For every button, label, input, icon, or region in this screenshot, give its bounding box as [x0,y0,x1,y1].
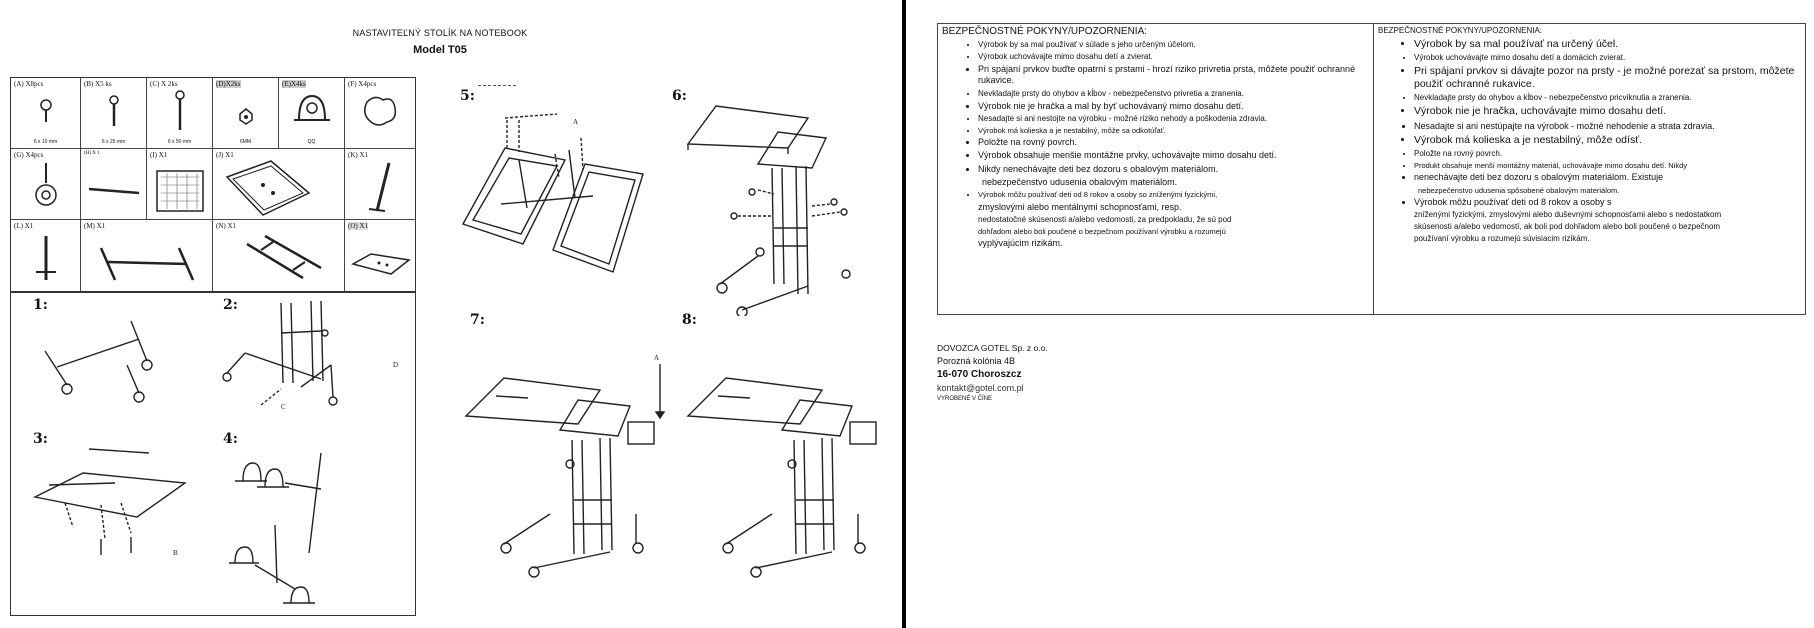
part-o [345,220,415,291]
part-b [81,78,147,149]
step-7-number: 7: [470,312,485,328]
importer-email[interactable]: kontakt@gotel.com.pl [937,383,1024,393]
part-i [147,149,213,220]
list-item: • Položte na rovný povrch. [978,137,1373,148]
page-divider [902,0,906,628]
list-item: • Výrobok nie je hračka a mal by byť uchovávaný mimo dosahu detí. [978,101,1373,112]
list-item: • Nevkladajte prsty do ohybov a kĺbov - nebezpečenstvo privretia a zranenia. [978,89,1373,99]
importer-name: DOVOZCA GOTEL Sp. z o.o. [937,343,1048,353]
list-item: • Výrobok má kolieska a je nestabilný, môže sa odkotúľať. [978,126,1373,135]
part-label: (C) X 2ks [150,80,178,88]
basket-icon [147,149,213,219]
long-bolt-icon [147,78,213,138]
list-item: • nenechávajte deti bez dozoru s obalovým materiálom. Existuje [1414,172,1805,183]
callout-b: B [173,549,178,557]
safety-heading: BEZPEČNOSTNÉ POKYNY/UPOZORNENIA: [942,26,1148,37]
callout-a: A [654,354,660,362]
bolt-icon [81,78,147,138]
leg-icon [345,149,415,219]
cap-icon [345,78,415,138]
step-5-number: 5: [460,88,475,104]
list-continuation: nebezpečenstvo udusenia spôsobené obalovým materiálom. [1418,185,1620,195]
importer-info [937,343,1048,405]
safety-column-2 [1374,24,1805,314]
list-item: • Pri spájaní prvkov si dávajte pozor na prsty - je možné porezať sa prstom, môžete použiť ochranné rukavice. [1414,65,1805,91]
list-continuation: vyplývajúcim rizikám. [978,238,1063,249]
list-continuation: zmyslovými alebo mentálnymi schopnosťami, resp. [978,201,1182,212]
post-icon [11,220,81,290]
importer-city: 16-070 Choroszcz [937,369,1022,380]
step-1-number: 1: [33,297,48,313]
list-continuation: nebezpečenstvo udusenia obalovým materiálom. [982,176,1178,187]
list-item: • Nesadajte si ani nestúpajte na výrobok - možné nehodenie a strata zdravia. [1414,121,1805,132]
step-1-diagram [31,303,211,413]
small-top-icon [345,220,415,290]
part-j [213,149,345,220]
column-frame-icon [213,220,345,290]
step-4-number: 4: [223,431,238,447]
nut-icon [213,78,279,138]
clamp-icon [279,78,345,138]
part-size: 6MM [239,139,252,145]
part-m [81,220,213,291]
list-item: • Výrobok môžu používať deti od 8 rokov a osoby so zníženými fyzickými, [978,190,1373,199]
part-h [81,149,147,220]
list-item: • Výrobok uchovávajte mimo dosahu detí a domácich zvierat. [1414,53,1805,63]
screw-icon [11,78,81,138]
tray-icon [213,149,345,219]
safety-list [1374,197,1805,208]
document-title: NASTAVITEĽNÝ STOLÍK NA NOTEBOOK [352,28,528,38]
list-item: • Položte na rovný povrch. [1414,149,1805,159]
part-label: (G) X4pcs [14,151,44,159]
list-item: • Výrobok obsahuje menšie montážne prvky, uchovávajte mimo dosahu detí. [978,150,1373,161]
step-7-diagram [460,354,680,584]
step-2-number: 2: [223,297,238,313]
list-item: • Výrobok by sa mal používať v súlade s jeho určeným účelom. [978,40,1373,50]
safety-column-1 [938,24,1374,314]
step-3-number: 3: [33,431,48,447]
dashed-divider [478,85,516,86]
bar-icon [81,149,147,219]
part-l [11,220,81,291]
part-label: (D)X2ks [216,80,241,88]
part-g [11,149,81,220]
callout-c: C [281,403,286,411]
list-continuation: zníženými fyzickými, zmyslovými alebo duševnými schopnosťami alebo s nedostatkom [1414,210,1722,220]
step-2-diagram [221,293,411,423]
step-4-diagram [225,433,405,613]
list-item: • Nevkladajte prsty do ohybov a kĺbov - nebezpečenstvo pricviknutia a zranenia. [1414,93,1805,103]
step-5-diagram [455,100,645,280]
caster-wheel-icon [11,149,81,219]
part-size: QQ [307,139,316,145]
list-item: • Nesadajte si ani nestojte na výrobku - možné riziko nehody a poškodenia zdravia. [978,114,1373,124]
part-label: (K) X1 [348,151,369,159]
list-item: • Výrobok by sa mal používať na určený účel. [1414,38,1805,51]
part-label: (E)X4ks [282,80,306,88]
model-name: Model T05 [413,44,467,56]
list-continuation: dohľadom alebo boli poučené o bezpečnom používaní výrobku a rozumejú [978,226,1226,236]
part-e [279,78,345,149]
left-page [0,0,902,628]
safety-list [938,190,1373,199]
list-item: • Výrobok môžu používať deti od 8 rokov a osoby s [1414,197,1805,208]
part-label: (J) X1 [216,151,234,159]
part-label: (A) X8pcs [14,80,44,88]
list-item: • Produkt obsahuje menší montážny materiál, uchovávajte mimo dosahu detí. Nikdy [1414,161,1805,170]
importer-street: Porozná kolónia 4B [937,356,1016,366]
part-n [213,220,345,291]
part-size: 6 x 25 mm [101,139,126,145]
list-item: • Výrobok má kolieska a je nestabilný, môže odísť. [1414,134,1805,147]
callout-a: A [573,118,579,126]
part-label: (O) X1 [348,222,369,230]
part-c [147,78,213,149]
part-label: (M) X1 [84,222,106,230]
steps-box [10,292,416,616]
part-f [345,78,415,149]
part-a [11,78,81,149]
list-item: • Výrobok nie je hračka, uchovávajte mimo dosahu detí. [1414,105,1805,118]
made-in-label: VYROBENÉ V ČÍNE [937,396,993,402]
part-k [345,149,415,220]
part-label: (L) X1 [14,222,34,230]
part-label: (B) X5 ks [84,80,112,88]
list-item: • Výrobok uchovávajte mimo dosahu detí a zvierat. [978,52,1373,62]
safety-heading: BEZPEČNOSTNÉ POKYNY/UPOZORNENIA: [1378,26,1543,35]
base-frame-icon [81,220,213,290]
part-label: (I) X1 [150,151,168,159]
parts-grid [10,77,416,292]
step-8-diagram [682,354,882,584]
step-6-number: 6: [672,88,687,104]
step-8-number: 8: [682,312,697,328]
part-d [213,78,279,149]
list-item: • Nikdy nenechávajte deti bez dozoru s obalovým materiálom. [978,164,1373,175]
part-label: (F) X4pcs [348,80,377,88]
step-6-diagram [678,96,878,316]
list-continuation: skúsenosti a/alebo vedomostí, ak boli pod dohľadom alebo boli poučené o bezpečnom [1414,222,1721,232]
list-item: • Pri spájaní prvkov buďte opatrní s prstami - hrozí riziko privretia prsta, môžete použiť ochranné rukavice. [978,64,1373,87]
safety-list [1374,38,1805,184]
list-continuation: používaní výrobku a rozumejú súvisiacim rizikám. [1414,234,1590,244]
safety-list [938,40,1373,175]
callout-d: D [393,361,399,369]
part-size: 6 x 50 mm [167,139,192,145]
step-3-diagram [25,443,215,573]
safety-table [937,23,1806,315]
part-label: (H) X 1 [84,151,100,156]
list-continuation: nedostatočné skúsenosti a/alebo vedomosti, za predpokladu, že sú pod [978,214,1232,224]
part-size: 6 x 10 mm [33,139,58,145]
part-label: (N) X1 [216,222,237,230]
